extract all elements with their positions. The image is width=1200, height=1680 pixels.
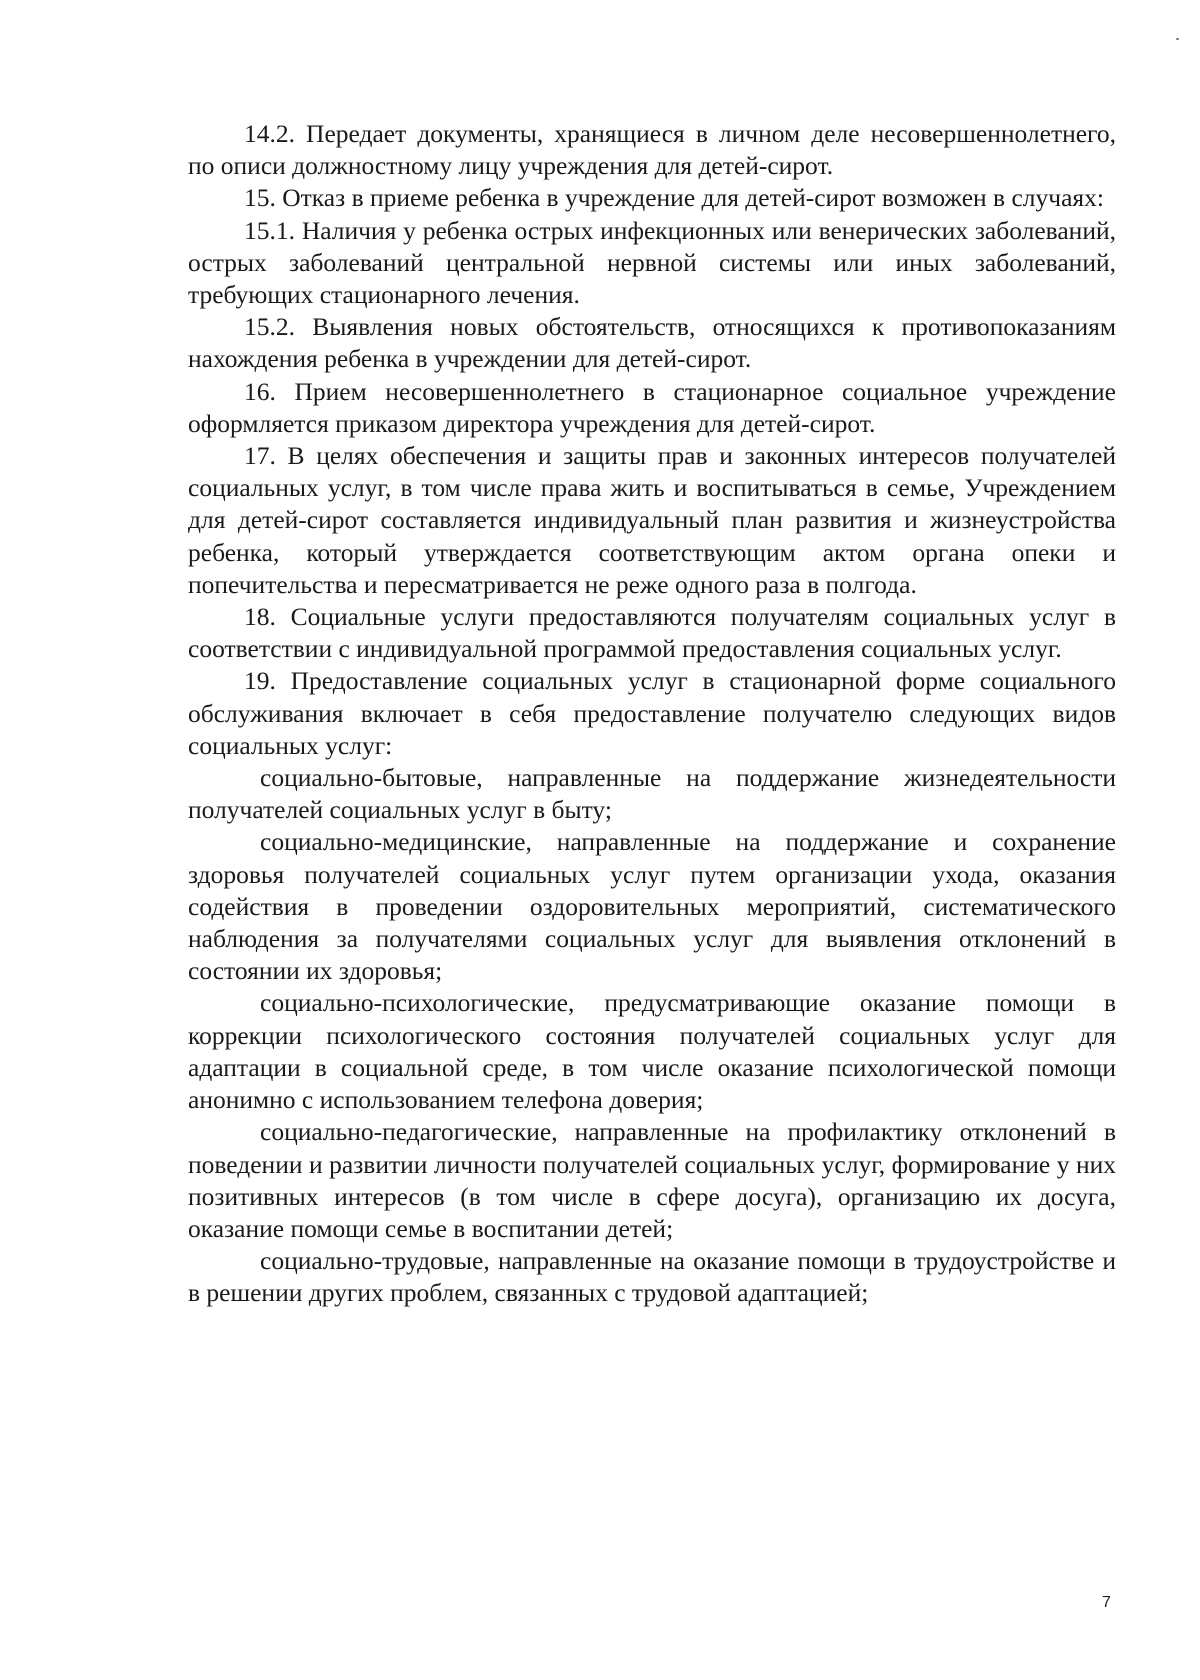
service-item-medical: социально-медицинские, направленные на поддержание и сохранение здоровья получателей социальных услуг путем организации ухода, оказания содействия в проведении оздоровительных мероприятий, систематического наблюдения за получателями социальных услуг для выявления отклонений в состоянии их здоровья; xyxy=(188,827,1116,986)
scan-speck xyxy=(1176,38,1179,40)
service-item-labor: социально-трудовые, направленные на оказание помощи в трудоустройстве и в решении других проблем, связанных с трудовой адаптацией; xyxy=(188,1246,1116,1308)
service-item-psychological: социально-психологические, предусматривающие оказание помощи в коррекции психологического состояния получателей социальных услуг для адаптации в социальной среде, в том числе оказание психологической помощи анонимно с использованием телефона доверия; xyxy=(188,988,1116,1115)
paragraph-15-2: 15.2. Выявления новых обстоятельств, относящихся к противопоказаниям нахождения ребенка в учреждении для детей-сирот. xyxy=(188,312,1116,374)
paragraph-16: 16. Прием несовершеннолетнего в стационарное социальное учреждение оформляется приказом директора учреждения для детей-сирот. xyxy=(188,376,1116,438)
paragraph-14-2: 14.2. Передает документы, хранящиеся в личном деле несовершеннолетнего, по описи должностному лицу учреждения для детей-сирот. xyxy=(188,119,1116,181)
paragraph-17: 17. В целях обеспечения и защиты прав и законных интересов получателей социальных услуг, в том числе права жить и воспитываться в семье, Учреждением для детей-сирот составляется индивидуальный план развития и жизнеустройства ребенка, который утверждается соответствующим актом органа опеки и попечительства и пересматривается не реже одного раза в полгода. xyxy=(188,441,1116,599)
paragraph-15: 15. Отказ в приеме ребенка в учреждение для детей-сирот возможен в случаях: xyxy=(244,183,1104,213)
paragraph-15-1: 15.1. Наличия у ребенка острых инфекционных или венерических заболеваний, острых заболеваний центральной нервной системы или иных заболеваний, требующих стационарного лечения. xyxy=(188,215,1116,310)
paragraph-18: 18. Социальные услуги предоставляются получателям социальных услуг в соответствии с индивидуальной программой предоставления социальных услуг. xyxy=(188,602,1116,664)
paragraph-19: 19. Предоставление социальных услуг в стационарной форме социального обслуживания включает в себя предоставление получателю следующих видов социальных услуг: xyxy=(188,666,1116,760)
page-number: 7 xyxy=(1102,1594,1111,1611)
document-body xyxy=(188,118,1116,1310)
service-item-domestic: социально-бытовые, направленные на поддержание жизнедеятельности получателей социальных услуг в быту; xyxy=(188,763,1116,825)
service-item-pedagogical: социально-педагогические, направленные на профилактику отклонений в поведении и развитии личности получателей социальных услуг, формирование у них позитивных интересов (в том числе в сфере досуга), организацию их досуга, оказание помощи семье в воспитании детей; xyxy=(188,1117,1116,1243)
